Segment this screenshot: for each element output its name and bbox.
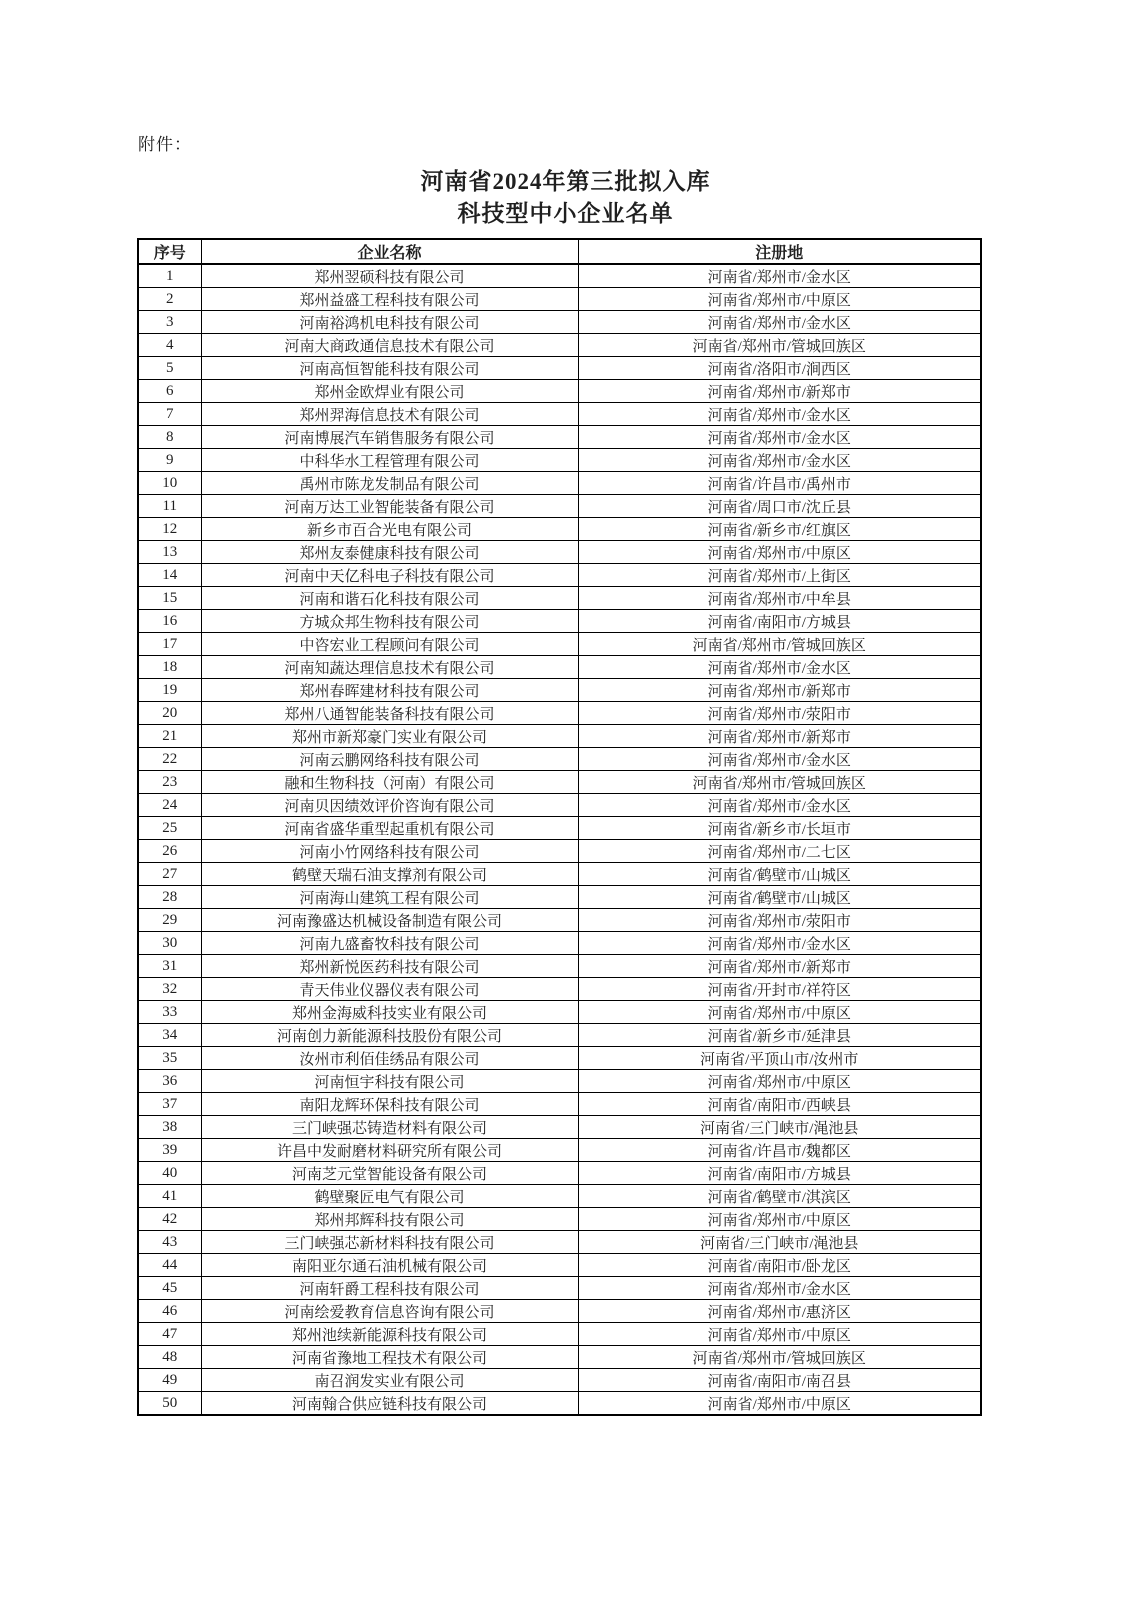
row-number-cell: 47: [138, 1323, 201, 1346]
company-name-cell: 河南省盛华重型起重机有限公司: [201, 817, 578, 840]
registration-place-cell: 河南省/郑州市/管城回族区: [578, 334, 981, 357]
table-row: [138, 794, 981, 817]
registration-place-cell: 河南省/郑州市/金水区: [578, 449, 981, 472]
company-name-cell: 三门峡强芯新材料科技有限公司: [201, 1231, 578, 1254]
company-name-cell: 南阳龙辉环保科技有限公司: [201, 1093, 578, 1116]
company-name-cell: 中科华水工程管理有限公司: [201, 449, 578, 472]
table-row: [138, 725, 981, 748]
table-row: [138, 518, 981, 541]
company-name-cell: 河南豫盛达机械设备制造有限公司: [201, 909, 578, 932]
registration-place-cell: 河南省/郑州市/中原区: [578, 1392, 981, 1416]
registration-place-cell: 河南省/南阳市/西峡县: [578, 1093, 981, 1116]
company-name-cell: 河南轩爵工程科技有限公司: [201, 1277, 578, 1300]
registration-place-cell: 河南省/三门峡市/渑池县: [578, 1231, 981, 1254]
company-name-cell: 河南云鹏网络科技有限公司: [201, 748, 578, 771]
registration-place-cell: 河南省/郑州市/新郑市: [578, 725, 981, 748]
registration-place-cell: 河南省/郑州市/金水区: [578, 794, 981, 817]
table-row: [138, 1139, 981, 1162]
table-row: [138, 817, 981, 840]
row-number-cell: 7: [138, 403, 201, 426]
company-name-cell: 河南大商政通信息技术有限公司: [201, 334, 578, 357]
table-row: [138, 1070, 981, 1093]
company-name-cell: 郑州新悦医药科技有限公司: [201, 955, 578, 978]
company-name-cell: 郑州春晖建材科技有限公司: [201, 679, 578, 702]
company-name-cell: 河南裕鸿机电科技有限公司: [201, 311, 578, 334]
company-name-cell: 融和生物科技（河南）有限公司: [201, 771, 578, 794]
row-number-cell: 22: [138, 748, 201, 771]
row-number-cell: 24: [138, 794, 201, 817]
company-name-cell: 郑州羿海信息技术有限公司: [201, 403, 578, 426]
company-name-cell: 郑州益盛工程科技有限公司: [201, 288, 578, 311]
row-number-cell: 49: [138, 1369, 201, 1392]
company-name-cell: 郑州金海威科技实业有限公司: [201, 1001, 578, 1024]
registration-place-cell: 河南省/郑州市/荥阳市: [578, 702, 981, 725]
row-number-cell: 17: [138, 633, 201, 656]
company-name-cell: 郑州翌硕科技有限公司: [201, 264, 578, 288]
table-row: [138, 771, 981, 794]
company-name-cell: 方城众邦生物科技有限公司: [201, 610, 578, 633]
row-number-cell: 23: [138, 771, 201, 794]
registration-place-cell: 河南省/郑州市/中原区: [578, 1323, 981, 1346]
row-number-cell: 32: [138, 978, 201, 1001]
company-name-cell: 青天伟业仪器仪表有限公司: [201, 978, 578, 1001]
registration-place-cell: 河南省/郑州市/金水区: [578, 1277, 981, 1300]
row-number-cell: 20: [138, 702, 201, 725]
company-name-cell: 河南省豫地工程技术有限公司: [201, 1346, 578, 1369]
registration-place-cell: 河南省/郑州市/惠济区: [578, 1300, 981, 1323]
registration-place-cell: 河南省/新乡市/长垣市: [578, 817, 981, 840]
company-name-cell: 许昌中发耐磨材料研究所有限公司: [201, 1139, 578, 1162]
table-row: [138, 403, 981, 426]
registration-place-cell: 河南省/郑州市/荥阳市: [578, 909, 981, 932]
registration-place-cell: 河南省/郑州市/新郑市: [578, 380, 981, 403]
title-line-1: 河南省2024年第三批拟入库: [420, 169, 711, 194]
registration-place-cell: 河南省/开封市/祥符区: [578, 978, 981, 1001]
registration-place-cell: 河南省/郑州市/中原区: [578, 1070, 981, 1093]
table-row: [138, 288, 981, 311]
registration-place-cell: 河南省/郑州市/金水区: [578, 264, 981, 288]
registration-place-cell: 河南省/郑州市/二七区: [578, 840, 981, 863]
row-number-cell: 39: [138, 1139, 201, 1162]
registration-place-cell: 河南省/三门峡市/渑池县: [578, 1116, 981, 1139]
registration-place-cell: 河南省/郑州市/新郑市: [578, 955, 981, 978]
row-number-cell: 10: [138, 472, 201, 495]
registration-place-cell: 河南省/郑州市/中原区: [578, 1001, 981, 1024]
registration-place-cell: 河南省/新乡市/延津县: [578, 1024, 981, 1047]
row-number-cell: 27: [138, 863, 201, 886]
company-name-cell: 河南贝因绩效评价咨询有限公司: [201, 794, 578, 817]
registration-place-cell: 河南省/鹤壁市/淇滨区: [578, 1185, 981, 1208]
table-row: [138, 1093, 981, 1116]
table-row: [138, 587, 981, 610]
row-number-cell: 12: [138, 518, 201, 541]
company-name-cell: 河南绘爱教育信息咨询有限公司: [201, 1300, 578, 1323]
row-number-cell: 21: [138, 725, 201, 748]
registration-place-cell: 河南省/郑州市/中牟县: [578, 587, 981, 610]
row-number-cell: 3: [138, 311, 201, 334]
table-row: [138, 357, 981, 380]
row-number-cell: 13: [138, 541, 201, 564]
company-name-cell: 郑州八通智能装备科技有限公司: [201, 702, 578, 725]
registration-place-cell: 河南省/洛阳市/涧西区: [578, 357, 981, 380]
company-name-cell: 河南创力新能源科技股份有限公司: [201, 1024, 578, 1047]
row-number-cell: 9: [138, 449, 201, 472]
company-name-cell: 郑州市新郑豪门实业有限公司: [201, 725, 578, 748]
company-name-cell: 河南高恒智能科技有限公司: [201, 357, 578, 380]
registration-place-cell: 河南省/郑州市/中原区: [578, 288, 981, 311]
registration-place-cell: 河南省/郑州市/中原区: [578, 1208, 981, 1231]
row-number-cell: 38: [138, 1116, 201, 1139]
table-row: [138, 1185, 981, 1208]
table-row: [138, 955, 981, 978]
row-number-cell: 33: [138, 1001, 201, 1024]
table-row: [138, 449, 981, 472]
registration-place-cell: 河南省/南阳市/卧龙区: [578, 1254, 981, 1277]
registration-place-cell: 河南省/郑州市/管城回族区: [578, 633, 981, 656]
table-row: [138, 1254, 981, 1277]
document-title: [0, 166, 1131, 230]
registration-place-cell: 河南省/郑州市/管城回族区: [578, 771, 981, 794]
registration-place-cell: 河南省/郑州市/上街区: [578, 564, 981, 587]
table-row: [138, 656, 981, 679]
header-company-name: 企业名称: [201, 239, 578, 264]
company-name-cell: 鹤壁聚匠电气有限公司: [201, 1185, 578, 1208]
company-name-cell: 郑州邦辉科技有限公司: [201, 1208, 578, 1231]
table-row: [138, 380, 981, 403]
registration-place-cell: 河南省/鹤壁市/山城区: [578, 886, 981, 909]
company-name-cell: 汝州市利佰佳绣品有限公司: [201, 1047, 578, 1070]
row-number-cell: 31: [138, 955, 201, 978]
company-name-cell: 河南万达工业智能装备有限公司: [201, 495, 578, 518]
row-number-cell: 36: [138, 1070, 201, 1093]
table-row: [138, 932, 981, 955]
row-number-cell: 30: [138, 932, 201, 955]
company-name-cell: 河南小竹网络科技有限公司: [201, 840, 578, 863]
row-number-cell: 1: [138, 264, 201, 288]
table-row: [138, 1047, 981, 1070]
row-number-cell: 15: [138, 587, 201, 610]
table-row: [138, 1208, 981, 1231]
company-name-cell: 郑州友泰健康科技有限公司: [201, 541, 578, 564]
registration-place-cell: 河南省/郑州市/金水区: [578, 426, 981, 449]
company-name-cell: 河南知蔬达理信息技术有限公司: [201, 656, 578, 679]
registration-place-cell: 河南省/郑州市/金水区: [578, 932, 981, 955]
table-row: [138, 1162, 981, 1185]
row-number-cell: 16: [138, 610, 201, 633]
row-number-cell: 50: [138, 1392, 201, 1416]
table-row: [138, 679, 981, 702]
table-row: [138, 886, 981, 909]
table-row: [138, 1277, 981, 1300]
table-row: [138, 1323, 981, 1346]
table-row: [138, 863, 981, 886]
row-number-cell: 37: [138, 1093, 201, 1116]
row-number-cell: 25: [138, 817, 201, 840]
table-row: [138, 702, 981, 725]
company-name-cell: 河南恒宇科技有限公司: [201, 1070, 578, 1093]
registration-place-cell: 河南省/南阳市/方城县: [578, 1162, 981, 1185]
row-number-cell: 40: [138, 1162, 201, 1185]
registration-place-cell: 河南省/郑州市/金水区: [578, 748, 981, 771]
table-row: [138, 1369, 981, 1392]
row-number-cell: 19: [138, 679, 201, 702]
registration-place-cell: 河南省/郑州市/金水区: [578, 403, 981, 426]
company-table: [137, 238, 982, 1416]
table-row: [138, 1024, 981, 1047]
table-row: [138, 1346, 981, 1369]
table-row: [138, 472, 981, 495]
registration-place-cell: 河南省/郑州市/金水区: [578, 311, 981, 334]
company-name-cell: 河南翰合供应链科技有限公司: [201, 1392, 578, 1416]
registration-place-cell: 河南省/郑州市/管城回族区: [578, 1346, 981, 1369]
table-row: [138, 426, 981, 449]
row-number-cell: 5: [138, 357, 201, 380]
company-name-cell: 三门峡强芯铸造材料有限公司: [201, 1116, 578, 1139]
table-row: [138, 264, 981, 288]
table-row: [138, 633, 981, 656]
company-name-cell: 郑州池续新能源科技有限公司: [201, 1323, 578, 1346]
company-name-cell: 河南海山建筑工程有限公司: [201, 886, 578, 909]
table-row: [138, 1392, 981, 1416]
company-name-cell: 南阳亚尔通石油机械有限公司: [201, 1254, 578, 1277]
company-name-cell: 郑州金欧焊业有限公司: [201, 380, 578, 403]
company-name-cell: 河南中天亿科电子科技有限公司: [201, 564, 578, 587]
registration-place-cell: 河南省/南阳市/南召县: [578, 1369, 981, 1392]
company-name-cell: 河南和谐石化科技有限公司: [201, 587, 578, 610]
table-row: [138, 311, 981, 334]
table-row: [138, 840, 981, 863]
registration-place-cell: 河南省/鹤壁市/山城区: [578, 863, 981, 886]
company-name-cell: 河南九盛畜牧科技有限公司: [201, 932, 578, 955]
table-row: [138, 334, 981, 357]
row-number-cell: 41: [138, 1185, 201, 1208]
row-number-cell: 45: [138, 1277, 201, 1300]
company-name-cell: 南召润发实业有限公司: [201, 1369, 578, 1392]
registration-place-cell: 河南省/周口市/沈丘县: [578, 495, 981, 518]
row-number-cell: 6: [138, 380, 201, 403]
registration-place-cell: 河南省/郑州市/金水区: [578, 656, 981, 679]
table-row: [138, 909, 981, 932]
table-row: [138, 564, 981, 587]
table-row: [138, 495, 981, 518]
table-row: [138, 978, 981, 1001]
row-number-cell: 18: [138, 656, 201, 679]
registration-place-cell: 河南省/郑州市/新郑市: [578, 679, 981, 702]
row-number-cell: 44: [138, 1254, 201, 1277]
row-number-cell: 35: [138, 1047, 201, 1070]
registration-place-cell: 河南省/南阳市/方城县: [578, 610, 981, 633]
row-number-cell: 34: [138, 1024, 201, 1047]
registration-place-cell: 河南省/平顶山市/汝州市: [578, 1047, 981, 1070]
company-name-cell: 河南博展汽车销售服务有限公司: [201, 426, 578, 449]
table-row: [138, 1300, 981, 1323]
table-row: [138, 541, 981, 564]
row-number-cell: 11: [138, 495, 201, 518]
company-name-cell: 中咨宏业工程顾问有限公司: [201, 633, 578, 656]
table-row: [138, 1231, 981, 1254]
row-number-cell: 29: [138, 909, 201, 932]
row-number-cell: 2: [138, 288, 201, 311]
row-number-cell: 48: [138, 1346, 201, 1369]
table-header-row: [138, 239, 981, 264]
registration-place-cell: 河南省/许昌市/禹州市: [578, 472, 981, 495]
table-row: [138, 610, 981, 633]
header-serial-number: 序号: [138, 239, 201, 264]
registration-place-cell: 河南省/新乡市/红旗区: [578, 518, 981, 541]
registration-place-cell: 河南省/许昌市/魏都区: [578, 1139, 981, 1162]
row-number-cell: 8: [138, 426, 201, 449]
row-number-cell: 43: [138, 1231, 201, 1254]
row-number-cell: 42: [138, 1208, 201, 1231]
company-name-cell: 新乡市百合光电有限公司: [201, 518, 578, 541]
company-name-cell: 河南芝元堂智能设备有限公司: [201, 1162, 578, 1185]
row-number-cell: 28: [138, 886, 201, 909]
registration-place-cell: 河南省/郑州市/中原区: [578, 541, 981, 564]
company-name-cell: 鹤壁天瑞石油支撑剂有限公司: [201, 863, 578, 886]
row-number-cell: 14: [138, 564, 201, 587]
table-row: [138, 1116, 981, 1139]
attachment-label: 附件：: [138, 135, 192, 154]
table-row: [138, 748, 981, 771]
table-row: [138, 1001, 981, 1024]
row-number-cell: 26: [138, 840, 201, 863]
title-line-2: 科技型中小企业名单: [457, 201, 674, 226]
row-number-cell: 4: [138, 334, 201, 357]
header-registration-place: 注册地: [578, 239, 981, 264]
company-name-cell: 禹州市陈龙发制品有限公司: [201, 472, 578, 495]
row-number-cell: 46: [138, 1300, 201, 1323]
